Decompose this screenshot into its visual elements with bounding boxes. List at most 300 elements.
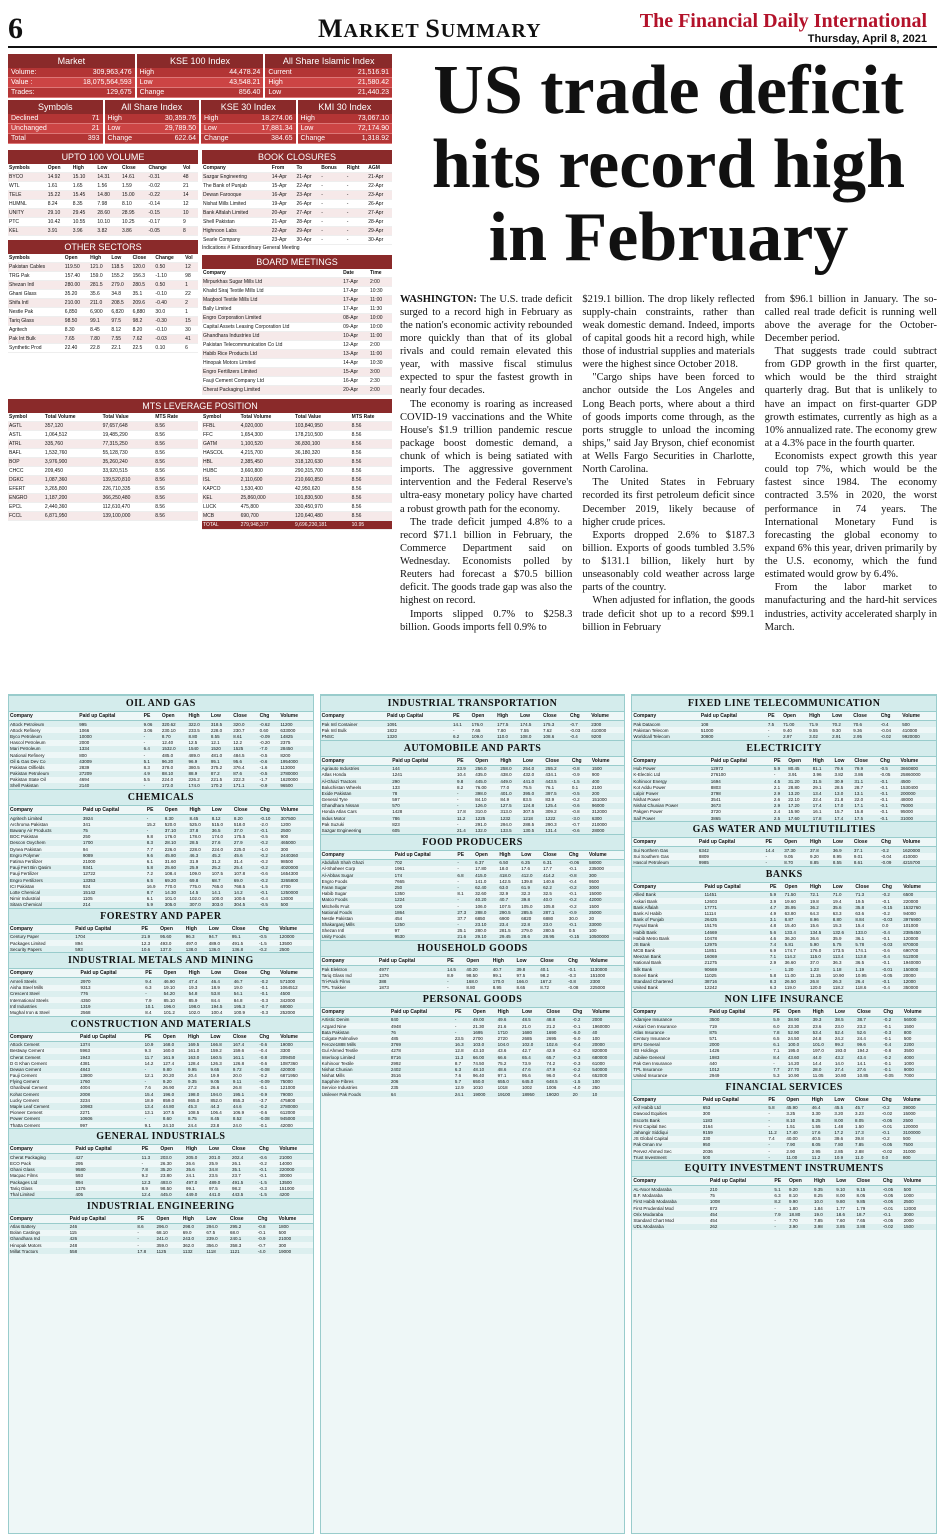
stock-cell: 305.0 <box>164 902 189 908</box>
column-header: Open <box>465 957 491 966</box>
stock-cell: 26425 <box>704 917 769 923</box>
stock-cell: Artistic Denim <box>321 1016 390 1023</box>
stock-cell: 76.00 <box>475 784 487 790</box>
stock-cell: 9985 <box>698 860 765 866</box>
stock-cell: Mitchells Fruit <box>321 903 350 909</box>
table-cell: 4,020,000 <box>240 422 294 431</box>
stock-cell: 303.0 <box>211 902 233 908</box>
stock-cell: 924 <box>82 883 91 889</box>
stock-cell: TPL Insurance <box>632 1066 708 1072</box>
column-header: Chg <box>568 851 588 860</box>
stats-cell <box>8 134 103 144</box>
stock-cell: 105.0 <box>521 903 533 909</box>
sector-table <box>632 757 936 822</box>
table-cell: 29-Apr <box>367 227 392 236</box>
stock-cell: 8.25 <box>811 1117 834 1123</box>
table-cell: Tariq Glass <box>8 317 64 326</box>
stock-cell: 1087360 <box>280 1060 298 1066</box>
column-header: Paid up Capital <box>386 712 452 721</box>
column-header: Vol <box>182 164 198 173</box>
table-cell: 23-Apr <box>367 191 392 200</box>
column-header: PE <box>772 1008 787 1017</box>
stock-cell: 1125 <box>156 1248 182 1254</box>
stock-cell: 11.00 <box>784 972 796 978</box>
stats-label: Change <box>107 135 133 142</box>
stock-cell: -1.5 <box>571 778 591 784</box>
stock-cell: 1704 <box>74 933 140 940</box>
table-cell: 8.56 <box>154 458 198 467</box>
stock-cell: Amreli Steels <box>9 978 80 985</box>
stats-cell <box>8 88 135 98</box>
stock-cell: 7.6 <box>454 1073 462 1079</box>
column-header: Open <box>162 1033 187 1042</box>
stock-cell: 255.2 <box>544 765 571 772</box>
stock-cell: 304.5 <box>233 902 259 908</box>
stock-cell: 19.5 <box>855 898 865 904</box>
stock-cell: 493.0 <box>160 940 172 946</box>
stock-cell: 322.0 <box>187 721 209 728</box>
stats-label: Low <box>107 125 121 132</box>
stock-cell: 101.0 <box>164 896 177 902</box>
stock-cell: 132.0 <box>474 827 499 833</box>
stock-cell: 37.1 <box>853 847 880 854</box>
stats-cell <box>105 114 200 124</box>
table-cell: 48 <box>182 173 198 182</box>
stock-cell: 45.6 <box>233 852 259 858</box>
stock-cell: 8.00 <box>836 1193 845 1199</box>
stock-cell: 8200 <box>280 752 291 758</box>
stock-cell: 702 <box>394 859 457 866</box>
stock-cell: -0.1 <box>567 966 589 973</box>
article-paragraph: Imports slipped 0.7% to $258.3 billion. Goods imports fell 0.9% to <box>400 608 573 633</box>
stock-cell: Pioneer Cement <box>10 1110 43 1116</box>
table-cell: 14-Apr <box>342 359 369 368</box>
table-cell: 103,840,950 <box>294 422 351 431</box>
table-row <box>8 485 198 494</box>
stock-cell: 945000 <box>279 1116 312 1122</box>
stock-cell: 96500 <box>279 783 312 789</box>
stock-cell: 3.02 <box>808 733 831 739</box>
stock-cell: - <box>773 772 776 778</box>
total-label: TOTAL <box>202 521 240 530</box>
table-cell: 1,100,520 <box>240 440 294 449</box>
stock-cell: 125.4 <box>544 803 571 809</box>
stock-cell: 68000 <box>279 1003 313 1009</box>
sector-table <box>321 757 625 834</box>
stock-cell: 46.3 <box>189 852 211 858</box>
table-row <box>202 305 392 314</box>
table-cell: 3,660,800 <box>240 467 294 476</box>
mts-tables <box>8 413 392 530</box>
stock-cell: Tri-Pack Films <box>321 978 378 984</box>
stats-cell <box>298 134 393 144</box>
column-header: Company <box>9 1145 75 1154</box>
stock-cell: 113000 <box>280 764 295 770</box>
column-header: Company <box>321 957 378 966</box>
stock-cell: 13000 <box>280 896 294 902</box>
sector-header-row <box>632 712 936 721</box>
stock-cell: -0.09 <box>258 1079 279 1085</box>
stock-cell: 200000 <box>899 790 936 796</box>
stock-cell: 0.1 <box>571 784 579 790</box>
stock-cell: 75.2 <box>497 1060 507 1066</box>
stock-cell: -0.5 <box>258 933 278 940</box>
stock-cell: 196.0 <box>163 1003 188 1009</box>
stock-cell: 15.90 <box>788 809 800 815</box>
stock-cell: 1218 <box>522 815 545 821</box>
column-header: Open <box>787 1008 812 1017</box>
stock-cell: 62.40 <box>474 884 498 890</box>
stock-cell: 765.0 <box>211 883 223 889</box>
table-cell: 6,820 <box>110 308 131 317</box>
column-header: PE <box>764 838 783 847</box>
stock-cell: 7.65 <box>471 727 481 733</box>
table-cell: HUBC <box>202 467 240 476</box>
column-header: Volume <box>903 1177 936 1186</box>
stock-cell: 203.0 <box>159 1154 185 1161</box>
stock-cell: 32.3 <box>521 891 531 897</box>
stock-cell: 35.95 <box>784 904 809 910</box>
brand <box>640 10 927 45</box>
stock-cell: Jahangir Siddiqui <box>632 1129 701 1135</box>
stock-cell: 8716 <box>390 1054 454 1060</box>
stock-cell: 14.2 <box>233 889 259 895</box>
stock-cell: 9.85 <box>855 1199 881 1205</box>
table-cell: 8.56 <box>154 485 198 494</box>
stock-cell: 17.8 <box>812 815 834 821</box>
column-header: Low <box>832 883 855 892</box>
stock-cell: 224.0 <box>161 777 174 783</box>
sector-column-3 <box>631 694 937 1534</box>
table-cell: - <box>346 191 367 200</box>
stock-cell: 570 <box>391 803 456 809</box>
stock-cell: 426 <box>69 1236 137 1242</box>
stock-cell: 9.15 <box>855 1186 881 1193</box>
stock-cell: Interloop Limited <box>321 1054 390 1060</box>
stock-cell: 3.23 <box>855 1111 864 1117</box>
stats-cell <box>201 124 296 134</box>
stock-row <box>632 721 936 728</box>
column-header: Low <box>208 925 231 934</box>
stock-cell: 2.85 <box>834 1148 844 1154</box>
stock-cell: 870000 <box>902 941 936 947</box>
column-header: Volume <box>588 851 624 860</box>
column-header: Volume <box>278 925 312 934</box>
stock-cell: 29.10 <box>474 934 498 940</box>
stock-cell: 128.4 <box>187 1060 200 1066</box>
column-header: Total Value <box>102 413 155 422</box>
stock-cell: 3.25 <box>786 1111 796 1117</box>
stock-cell: 8.80 <box>466 985 476 991</box>
stock-cell: 8.65 <box>516 985 526 991</box>
stock-cell: 194.0 <box>209 1091 231 1097</box>
column-header: Volume <box>591 757 625 766</box>
stock-cell: Baluchistan Wheels <box>321 784 362 790</box>
stock-cell: 79.6 <box>833 765 853 772</box>
stock-cell: 401.0 <box>499 790 522 796</box>
stock-cell: 95000 <box>900 809 913 815</box>
stock-cell: 28000 <box>591 827 625 833</box>
stock-cell: 61.9 <box>520 884 542 890</box>
stock-cell: 202.4 <box>231 1154 258 1161</box>
column-header: Company <box>632 712 699 721</box>
table-cell: 29.45 <box>72 209 97 218</box>
stock-cell: 950 <box>702 1142 768 1148</box>
stock-cell: 14825 <box>279 733 312 739</box>
stock-cell: -0.2 <box>259 1160 267 1166</box>
stock-cell: 196.0 <box>162 1091 187 1097</box>
table-cell: CHCC <box>8 467 44 476</box>
sector-table <box>9 1145 313 1197</box>
stock-cell: Askari Gen Insurance <box>633 1023 677 1029</box>
stats-value: 29,789.50 <box>164 125 196 132</box>
stock-cell: 0.0 <box>881 1154 902 1160</box>
stock-cell: 197.0 <box>812 1048 824 1054</box>
stock-cell: - <box>767 1154 785 1160</box>
stock-cell: 5.8 <box>146 865 164 871</box>
column-header: Symbols <box>8 254 64 263</box>
stock-cell: 9.55 <box>809 727 818 733</box>
column-header: Symbols <box>8 164 47 173</box>
stock-cell: Hascol Petroleum <box>10 740 46 746</box>
stock-cell: 20.20 <box>162 1073 175 1079</box>
stock-cell: 160.5 <box>209 1054 231 1060</box>
stock-cell: Unity Foods <box>321 934 394 940</box>
table-cell: Searle Company <box>202 236 271 245</box>
column-header: PE <box>143 712 161 721</box>
stock-cell: 1695 <box>472 1029 497 1035</box>
stock-cell: 100 <box>592 1035 600 1041</box>
stock-cell: 228.0 <box>210 727 223 733</box>
stock-cell: -0.1 <box>881 978 902 984</box>
stock-cell: 75000 <box>279 1079 312 1085</box>
table-cell: 42,950,620 <box>294 485 351 494</box>
stock-cell: Shezan Intl <box>321 928 345 934</box>
stock-cell: 85.10 <box>163 997 175 1003</box>
stock-cell: General Tyre <box>321 797 348 803</box>
stock-cell: Flying Cement <box>9 1079 79 1085</box>
stock-cell: 294.0 <box>500 821 512 827</box>
stock-cell: 597 <box>392 797 400 803</box>
stock-cell: 258.0 <box>499 765 522 772</box>
column-header: Low <box>211 806 233 815</box>
stock-cell: 1.20 <box>784 966 809 972</box>
stock-cell: 44.3 <box>209 1103 231 1109</box>
table-header-row <box>8 164 198 173</box>
stock-cell: 107.8 <box>233 871 246 877</box>
stock-row <box>632 891 936 898</box>
stock-cell: 6342 <box>698 847 765 854</box>
stock-cell: - <box>767 733 782 739</box>
stock-cell: 144 <box>391 765 456 772</box>
stock-cell: 27.9 <box>233 840 259 846</box>
sector-header-row <box>632 1096 936 1105</box>
stock-cell: 12.8 <box>454 1048 464 1054</box>
table-cell: 8.30 <box>64 326 89 335</box>
stock-cell: 14.1 <box>857 1060 866 1066</box>
stock-cell: 30800 <box>700 733 767 739</box>
stock-cell: 1540 <box>187 746 209 752</box>
stock-cell: -0.7 <box>571 821 580 827</box>
sector-listings <box>8 694 937 1534</box>
sector-table <box>632 838 936 866</box>
stock-cell: 16069 <box>704 954 769 960</box>
table-cell: 10:30 <box>369 287 392 296</box>
stock-cell: 4.9 <box>769 910 777 916</box>
table-cell: 208.5 <box>110 299 131 308</box>
stock-cell: 233.5 <box>188 727 200 733</box>
column-header: High <box>492 957 516 966</box>
stock-cell: -7.0 <box>259 746 280 752</box>
stock-cell: 48.10 <box>472 1066 497 1072</box>
stats-label: High <box>204 115 219 122</box>
stock-cell: 18.0 <box>499 866 509 872</box>
stock-cell: Faran Sugar <box>321 884 394 890</box>
stock-cell: 27.2 <box>187 1085 197 1091</box>
stock-cell: 46.90 <box>163 978 188 985</box>
stock-cell: 17.20 <box>787 803 811 809</box>
stats-label: Unchanged <box>11 125 47 132</box>
stock-cell: 69.0 <box>182 1230 192 1236</box>
stock-cell: Sui Northern Gas <box>632 847 698 854</box>
stock-row <box>321 1016 625 1023</box>
stock-cell: 120.0 <box>809 985 822 991</box>
stock-cell: 6.0 <box>773 1023 780 1029</box>
stock-cell: 36.1 <box>855 935 865 941</box>
stock-cell: 252000 <box>280 1009 296 1015</box>
stock-cell: Worldcall Telecom <box>632 733 699 739</box>
stock-cell: 1500 <box>589 903 600 909</box>
stock-cell: Habib Sugar <box>321 891 347 897</box>
stock-cell: 108.6 <box>542 733 569 739</box>
column-header: Close <box>544 757 571 766</box>
stock-cell: 320.0 <box>232 721 258 728</box>
sector-header-row <box>632 838 936 847</box>
stock-cell: 102.0 <box>189 896 201 902</box>
stock-cell: 250 <box>82 834 91 840</box>
table-cell: Bank Alfalah Limited <box>202 209 271 218</box>
stock-cell: 4500 <box>899 778 936 784</box>
stock-cell: 126.3 <box>210 1060 222 1066</box>
table-cell: -0.31 <box>148 173 182 182</box>
stock-cell: 63.0 <box>498 884 520 890</box>
column-header: High <box>809 838 832 847</box>
stock-cell: Bata Pakistan <box>321 1029 390 1035</box>
table-cell: 10:00 <box>369 314 392 323</box>
stock-cell: 97 <box>394 928 400 934</box>
table-row <box>8 317 198 326</box>
stock-cell: 20000 <box>591 1042 624 1048</box>
stock-cell: 99.1 <box>492 972 502 978</box>
table-cell: 27-Apr <box>296 209 321 218</box>
stock-row <box>9 721 313 728</box>
stock-cell: 70.6 <box>852 721 879 728</box>
stock-cell: 96.9 <box>187 758 209 764</box>
stock-cell: -0.3 <box>572 1060 581 1066</box>
stock-cell: 645.0 <box>521 1079 545 1085</box>
table-cell: 2:00 <box>369 386 392 395</box>
table-cell: 21 <box>182 182 198 191</box>
stock-cell: 2500 <box>903 1199 936 1205</box>
stock-cell: 126.0 <box>474 803 499 809</box>
stock-cell: 7.90 <box>785 1142 810 1148</box>
stock-cell: 5963 <box>80 1048 91 1054</box>
stats-value: 622.64 <box>174 135 196 142</box>
stock-cell: Allied Bank <box>632 891 703 898</box>
stock-cell: 24.1 <box>185 1173 195 1179</box>
stock-cell: 20 <box>572 1091 592 1097</box>
table-row <box>202 386 392 395</box>
stock-cell: 1105 <box>82 896 93 902</box>
stock-cell: -1.5 <box>572 1079 592 1085</box>
stock-cell: 44.0 <box>812 1054 834 1060</box>
stock-cell: 865.0 <box>187 1097 200 1103</box>
stock-cell: -5.0 <box>572 1029 592 1035</box>
stock-cell: 2.4 <box>773 809 781 815</box>
stock-cell: -0.3 <box>568 972 576 978</box>
stock-cell: 11.2 <box>767 1129 785 1135</box>
stats-value: 18,075,564,593 <box>83 79 132 86</box>
stock-cell: 15.4 <box>855 923 865 929</box>
table-cell: 10.10 <box>96 218 121 227</box>
stock-cell: 11.00 <box>785 1154 810 1160</box>
stock-cell: ECO Pack <box>10 1160 32 1166</box>
stock-cell: 120000 <box>903 1123 919 1129</box>
stock-cell: MCB Bank <box>633 948 655 954</box>
stock-cell: -0.3 <box>572 1054 592 1060</box>
stock-cell: 5.90 <box>809 941 832 947</box>
stock-cell: -0.4 <box>572 1073 581 1079</box>
stock-cell: 650.0 <box>472 1079 497 1085</box>
stock-cell: 300 <box>278 1242 287 1248</box>
stock-cell: Century Paper <box>9 933 74 940</box>
table-cell: 28-Apr <box>296 218 321 227</box>
stock-cell: First Habib Modaraba <box>632 1199 709 1205</box>
table-cell: 22.5 <box>132 344 155 353</box>
stock-cell: 40.1 <box>539 966 567 973</box>
sector-heading: ELECTRICITY <box>632 740 936 757</box>
sector-header-row <box>632 883 936 892</box>
stock-cell: 4278 <box>390 1048 401 1054</box>
stock-cell: 7.6 <box>144 1085 151 1091</box>
stock-cell: 21.6 <box>497 1023 507 1029</box>
stock-cell: 75 <box>82 827 146 833</box>
stock-cell: 14.4 <box>812 1060 822 1066</box>
stock-cell: 45.5 <box>833 1104 854 1111</box>
column-header: Volume <box>279 712 312 721</box>
stock-cell: 68.0 <box>229 1230 239 1236</box>
article-col-1 <box>400 293 572 634</box>
stock-cell: -0.10 <box>259 815 280 822</box>
stock-cell: 7.7 <box>772 1066 787 1072</box>
stock-cell: Atlas Battery <box>9 1223 69 1230</box>
stock-cell: Kohinoor Energy <box>632 778 709 784</box>
stock-cell: 8.61 <box>232 733 258 739</box>
table-row <box>8 431 198 440</box>
stats-cell <box>137 78 264 88</box>
column-header: Company <box>9 712 78 721</box>
stock-cell: Hinopak Motors <box>10 1242 42 1248</box>
stock-cell: -0.1 <box>257 1230 266 1236</box>
stock-cell: 280.0 <box>475 928 487 934</box>
column-header: Paid up Capital <box>700 712 767 721</box>
stock-cell: 7.4 <box>769 941 784 947</box>
stock-cell: - <box>456 790 474 796</box>
stock-cell: 32.60 <box>475 891 487 897</box>
table-cell: 19-Apr <box>271 200 296 209</box>
stock-cell: - <box>456 803 474 809</box>
stock-cell: 1222 <box>544 815 571 821</box>
